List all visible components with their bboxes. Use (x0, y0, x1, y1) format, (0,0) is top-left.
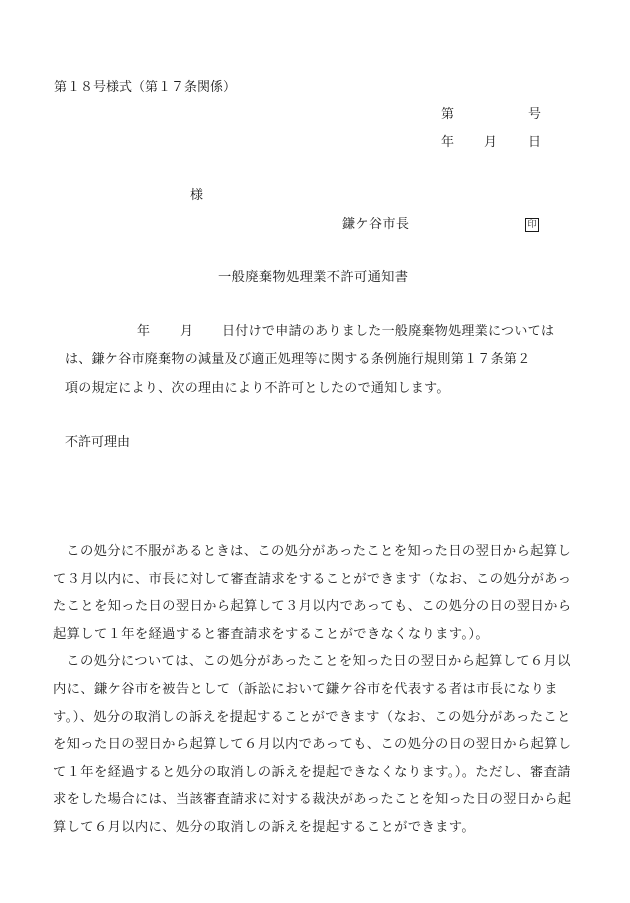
doc-date-day: 日 (528, 135, 542, 150)
doc-number-go: 号 (528, 107, 542, 122)
addressee-suffix: 様 (190, 188, 204, 203)
body-line-3: 項の規定により、次の理由により不許可としたので通知します。 (65, 381, 450, 396)
body-date-month: 月 (180, 324, 194, 339)
issuer-name: 鎌ケ谷市長 (342, 217, 410, 232)
reason-label: 不許可理由 (65, 435, 131, 450)
seal-mark (525, 217, 539, 232)
doc-date-year: 年 (441, 135, 455, 150)
body-line-2: は、鎌ケ谷市廃棄物の減量及び適正処理等に関する条例施行規則第１７条第２ (65, 352, 531, 367)
notice-paragraph-review: この処分に不服があるときは、この処分があったことを知った日の翌日から起算して３月以内に、市長に対して審査請求をすることができます（なお、この処分があったことを知った日の翌日から起算して３月以内であっても、この処分の日の翌日から起算して１年を経過すると審査請求をすることができなくなります。）。 (53, 544, 572, 642)
doc-number-dai: 第 (441, 107, 455, 122)
body-line-1: 日付けで申請のありました一般廃棄物処理業については (222, 324, 555, 339)
body-date-year: 年 (137, 324, 151, 339)
document-title: 一般廃棄物処理業不許可通知書 (218, 270, 409, 285)
notice-paragraph-lawsuit: この処分については、この処分があったことを知った日の翌日から起算して６月以内に、鎌ケ谷市を被告として（訴訟において鎌ケ谷市を代表する者は市長になります。）、処分の取消しの訴えを提起することができます（なお、この処分があったことを知った日の翌日から起算して６月以内であっても、この処分の日の翌日から起算して１年を経過すると処分の取消しの訴えを提起できなくなります。）。ただし、審査請求をした場合には、当該審査請求に対する裁決があったことを知った日の翌日から起算して６月以内に、処分の取消しの訴えを提起することができます。 (53, 654, 572, 835)
form-label: 第１８号様式（第１７条関係） (54, 80, 237, 95)
seal-icon: 印 (525, 218, 539, 232)
appeal-notice (53, 538, 583, 842)
doc-date-month: 月 (484, 135, 498, 150)
